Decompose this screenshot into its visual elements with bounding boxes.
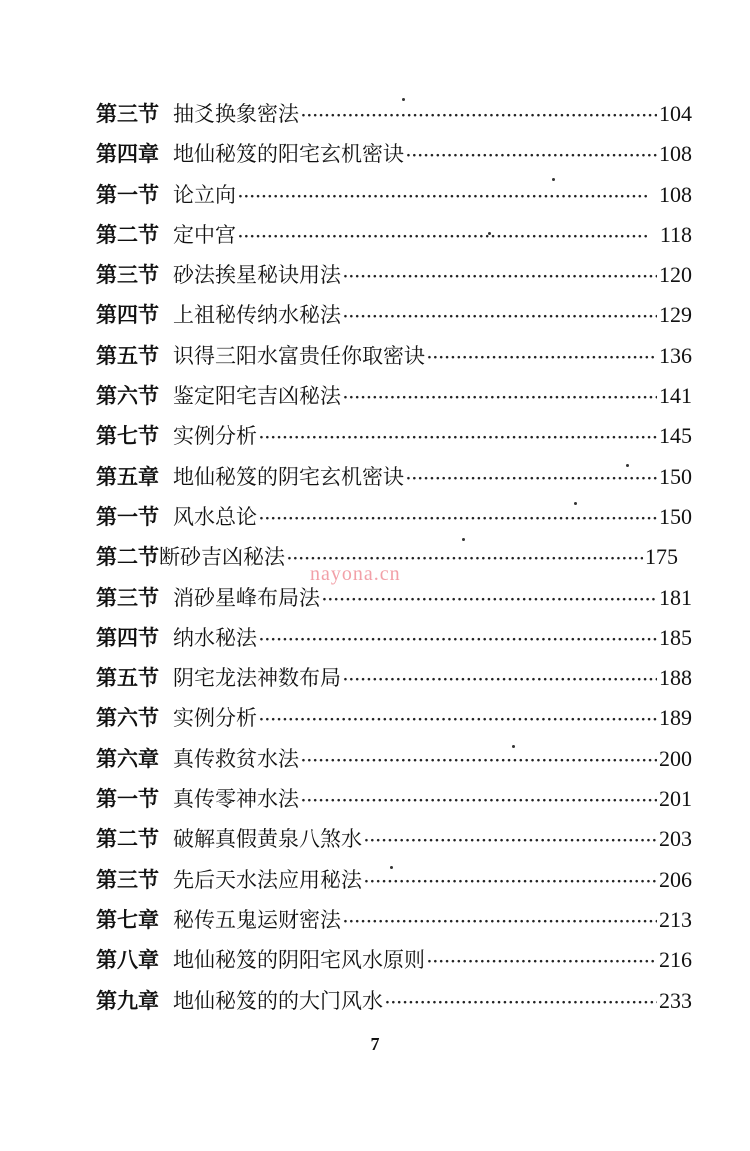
toc-entry-title: 识得三阳水富贵任你取密诀 [173,343,425,368]
dot-leader [259,499,657,539]
scan-speck [552,178,555,181]
toc-entry-title: 真传零神水法 [173,787,299,812]
dot-leader [343,257,657,297]
scan-speck [390,866,393,869]
table-of-contents [96,94,692,1021]
toc-entry-label: 第二节 [96,545,159,570]
toc-entry-title: 纳水秘法 [173,625,257,650]
toc-entry [96,134,692,174]
toc-entry-page: 203 [659,826,692,852]
toc-entry-page: 108 [659,181,692,207]
toc-entry [96,336,692,376]
dot-leader [301,96,657,136]
toc-entry-title: 风水总论 [173,504,257,529]
dot-leader [406,459,657,499]
toc-entry-page: 175 [645,544,678,570]
toc-entry-title: 地仙秘笈的阳宅玄机密诀 [173,142,404,167]
toc-entry-page: 136 [659,342,692,368]
toc-entry [96,255,692,295]
toc-entry-title: 地仙秘笈的阴宅玄机密诀 [173,464,404,489]
dot-leader [301,741,657,781]
toc-entry-page: 201 [659,786,692,812]
toc-entry [96,618,692,658]
scan-speck [488,232,491,235]
dot-leader [259,700,657,740]
toc-entry-label: 第九章 [96,988,159,1013]
dot-leader [343,660,657,700]
toc-entry [96,295,692,335]
toc-entry-title: 消砂星峰布局法 [173,585,320,610]
toc-entry-page: 145 [659,423,692,449]
toc-entry-label: 第六章 [96,746,159,771]
toc-entry-page: 181 [659,584,692,610]
toc-entry-label: 第四节 [96,303,159,328]
toc-entry-title: 断砂吉凶秘法 [159,545,285,570]
toc-entry-page: 118 [659,221,692,247]
dot-leader [343,902,657,942]
toc-entry-page: 216 [659,947,692,973]
toc-entry-label: 第五章 [96,464,159,489]
toc-entry-page: 108 [659,141,692,167]
toc-entry [96,497,692,537]
toc-entry [96,215,692,255]
toc-entry-page: 233 [659,987,692,1013]
toc-entry-label: 第二节 [96,222,159,247]
toc-entry-page: 213 [659,906,692,932]
toc-entry [96,779,692,819]
toc-entry [96,175,692,215]
dot-leader [427,942,657,982]
scan-speck [512,745,515,748]
toc-entry-title: 阴宅龙法神数布局 [173,666,341,691]
toc-entry [96,981,692,1021]
toc-entry-title: 鉴定阳宅吉凶秘法 [173,384,341,409]
toc-entry-label: 第一节 [96,787,159,812]
toc-entry-title: 先后天水法应用秘法 [173,867,362,892]
dot-leader [301,781,657,821]
toc-entry-page: 129 [659,302,692,328]
toc-entry-title: 论立向 [173,182,236,207]
toc-entry-label: 第一节 [96,504,159,529]
scan-speck [402,98,405,101]
toc-entry [96,900,692,940]
toc-entry [96,940,692,980]
toc-entry-page: 104 [659,101,692,126]
toc-entry-label: 第七章 [96,907,159,932]
dot-leader [343,378,657,418]
toc-entry-title: 定中宫 [173,222,236,247]
toc-entry-title: 实例分析 [173,424,257,449]
toc-entry-page: 150 [659,503,692,529]
dot-leader [238,217,658,257]
dot-leader [259,418,657,458]
toc-entry [96,376,692,416]
toc-entry-title: 砂法挨星秘诀用法 [173,263,341,288]
toc-entry [96,457,692,497]
toc-entry-title: 地仙秘笈的的大门风水 [173,988,383,1013]
toc-entry-label: 第三节 [96,263,159,288]
toc-entry-page: 200 [659,745,692,771]
toc-entry-page: 120 [659,262,692,288]
toc-entry-label: 第四节 [96,625,159,650]
toc-entry-label: 第七节 [96,424,159,449]
page-number: 7 [370,1034,380,1054]
toc-entry-label: 第三节 [96,585,159,610]
toc-entry-page: 141 [659,383,692,409]
scan-speck [574,502,577,505]
toc-entry [96,416,692,456]
toc-entry-title: 上祖秘传纳水秘法 [173,303,341,328]
toc-entry-title: 真传救贫水法 [173,746,299,771]
toc-entry [96,658,692,698]
toc-entry [96,94,692,134]
toc-entry-title: 抽爻换象密法 [173,102,299,126]
toc-entry-label: 第四章 [96,142,159,167]
dot-leader [259,620,657,660]
toc-entry-page: 188 [659,665,692,691]
watermark: nayona.cn [310,563,401,585]
dot-leader [364,862,657,902]
toc-entry-label: 第八章 [96,948,159,973]
toc-entry-page: 189 [659,705,692,731]
scan-speck [626,464,629,467]
dot-leader [364,821,657,861]
toc-entry-title: 秘传五鬼运财密法 [173,907,341,932]
toc-entry-label: 第三节 [96,102,159,126]
dot-leader [406,136,657,176]
toc-entry-label: 第六节 [96,384,159,409]
toc-entry [96,819,692,859]
toc-entry-title: 破解真假黄泉八煞水 [173,827,362,852]
toc-entry-page: 185 [659,624,692,650]
dot-leader [343,297,657,337]
toc-entry [96,698,692,738]
toc-entry-label: 第六节 [96,706,159,731]
toc-entry-title: 实例分析 [173,706,257,731]
scan-speck [462,538,465,541]
toc-entry-page: 206 [659,866,692,892]
toc-entry [96,860,692,900]
toc-entry-label: 第二节 [96,827,159,852]
dot-leader [238,177,657,217]
toc-entry-label: 第五节 [96,343,159,368]
toc-entry-label: 第一节 [96,182,159,207]
toc-entry-label: 第五节 [96,666,159,691]
toc-entry-title: 地仙秘笈的阴阳宅风水原则 [173,948,425,973]
toc-entry-page: 150 [659,463,692,489]
dot-leader [385,983,657,1023]
dot-leader [427,338,657,378]
toc-entry-label: 第三节 [96,867,159,892]
toc-entry [96,739,692,779]
